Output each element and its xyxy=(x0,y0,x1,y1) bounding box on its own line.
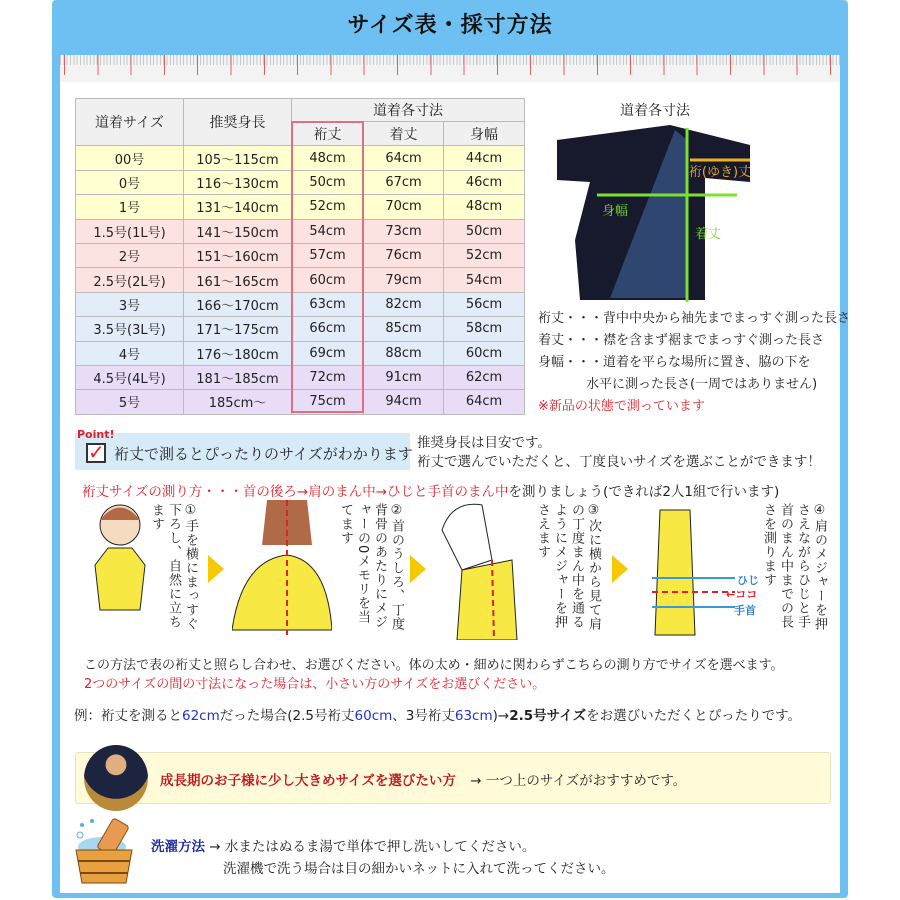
howto-rest: を測りましょう(できれば2人1組で行います) xyxy=(508,484,780,500)
cell-height: 105〜115cm xyxy=(184,146,292,170)
example-part: 例：裄丈を測ると xyxy=(74,708,182,724)
table-row xyxy=(76,341,525,365)
cell-height: 131〜140cm xyxy=(184,195,292,219)
koko-label: ←ココ xyxy=(726,588,758,601)
washtub-icon xyxy=(74,815,144,885)
example-result: 2.5号サイズ xyxy=(509,708,587,724)
cell-height: 116〜130cm xyxy=(184,170,292,194)
size-table xyxy=(75,98,525,415)
howto-label: 裄丈サイズの測り方・・・ xyxy=(82,484,243,500)
step3-illustration xyxy=(432,500,532,640)
cell-height: 181〜185cm xyxy=(184,365,292,389)
cell-mihaba: 56cm xyxy=(444,292,525,316)
cell-size: 3号 xyxy=(76,292,184,316)
table-row xyxy=(76,268,525,292)
example-value: 60cm xyxy=(354,708,393,724)
child-photo xyxy=(84,745,148,811)
header-mihaba: 身幅 xyxy=(444,122,525,146)
definition-mihaba: 身幅・・・道着を平らな場所に置き、脇の下を xyxy=(538,355,811,370)
cell-yuki: 60cm xyxy=(292,268,364,292)
cell-mihaba: 44cm xyxy=(444,146,525,170)
cell-mihaba: 64cm xyxy=(444,390,525,414)
point-side-1: 推奨身長は目安です。 xyxy=(417,435,551,451)
cell-kitake: 64cm xyxy=(364,146,444,170)
yuki-label: 裄(ゆき)丈 xyxy=(688,165,752,180)
example-value: 63cm xyxy=(454,708,493,724)
cell-kitake: 76cm xyxy=(364,243,444,267)
cell-yuki: 52cm xyxy=(292,195,364,219)
cell-height: 171〜175cm xyxy=(184,317,292,341)
cell-yuki: 75cm xyxy=(292,390,364,414)
table-row xyxy=(76,243,525,267)
table-row xyxy=(76,317,525,341)
cell-mihaba: 48cm xyxy=(444,195,525,219)
banner-rest: → 一つ上のサイズがおすすめです。 xyxy=(470,773,687,789)
cell-kitake: 67cm xyxy=(364,170,444,194)
cell-yuki: 63cm xyxy=(292,292,364,316)
example-part: )→ xyxy=(492,708,510,724)
cell-mihaba: 46cm xyxy=(444,170,525,194)
header-group: 道着各寸法 xyxy=(292,99,525,122)
point-text: 裄丈で測るとぴったりのサイズがわかります xyxy=(114,445,413,463)
arrow-icon xyxy=(208,555,224,583)
cell-kitake: 73cm xyxy=(364,219,444,243)
table-row xyxy=(76,146,525,170)
dogi-diagram xyxy=(555,120,755,310)
cell-yuki: 48cm xyxy=(292,146,364,170)
arrow-icon xyxy=(410,555,426,583)
note-new: ※新品の状態で測っています xyxy=(538,399,705,414)
cell-size: 3.5号(3L号) xyxy=(76,317,184,341)
step4-text: ④肩のメジャーを押さえながらひじと手首のまん中までの長さを測ります xyxy=(761,503,827,631)
cell-yuki: 69cm xyxy=(292,341,364,365)
cell-size: 2号 xyxy=(76,243,184,267)
checkbox-icon: ✓ xyxy=(88,440,105,464)
hiji-label: ひじ xyxy=(737,574,759,587)
header-size: 道着サイズ xyxy=(76,99,184,146)
step4-illustration xyxy=(640,500,760,640)
cell-kitake: 88cm xyxy=(364,341,444,365)
point-side-2: 裄丈で選んでいただくと、丁度良いサイズを選ぶことができます！ xyxy=(417,454,821,470)
definition-mihaba-cont: 水平に測った長さ(一周ではありません) xyxy=(586,377,818,392)
header-height: 推奨身長 xyxy=(184,99,292,146)
cell-height: 141〜150cm xyxy=(184,219,292,243)
tekubi-label: 手首 xyxy=(734,604,756,617)
cell-height: 161〜165cm xyxy=(184,268,292,292)
step3-text: ③次に横から見て肩の丁度まん中を通るようにメジャーを押さえます xyxy=(535,503,601,631)
cell-height: 166〜170cm xyxy=(184,292,292,316)
cell-kitake: 91cm xyxy=(364,365,444,389)
cell-size: 1号 xyxy=(76,195,184,219)
example-part: をお選びいただくとぴったりです。 xyxy=(586,708,801,724)
cell-kitake: 82cm xyxy=(364,292,444,316)
cell-size: 2.5号(2L号) xyxy=(76,268,184,292)
wash-line-1: → 水またはぬるま湯で単体で押し洗いしてください。 xyxy=(209,839,536,855)
cell-size: 4号 xyxy=(76,341,184,365)
cell-mihaba: 60cm xyxy=(444,341,525,365)
banner-highlight: 成長期のお子様に少し大きめサイズを選びたい方 xyxy=(160,773,456,789)
cell-height: 176〜180cm xyxy=(184,341,292,365)
example-part: 、3号裄丈 xyxy=(392,708,455,724)
example-text xyxy=(74,704,801,724)
header-yuki: 裄丈 xyxy=(292,122,364,146)
definition-kitake: 着丈・・・襟を含まず裾までまっすぐ測った長さ xyxy=(538,333,825,348)
example-value: 62cm xyxy=(182,708,220,724)
cell-mihaba: 58cm xyxy=(444,317,525,341)
advice-2: 2つのサイズの間の寸法になった場合は、小さい方のサイズをお選びください。 xyxy=(84,677,546,692)
cell-size: 00号 xyxy=(76,146,184,170)
wash-line-2: 洗濯機で洗う場合は目の細かいネットに入れて洗ってください。 xyxy=(223,861,615,877)
page-title: サイズ表・採寸方法 xyxy=(347,13,553,38)
cell-kitake: 85cm xyxy=(364,317,444,341)
cell-mihaba: 50cm xyxy=(444,219,525,243)
table-row xyxy=(76,390,525,414)
cell-size: 1.5号(1L号) xyxy=(76,219,184,243)
cell-height: 185cm〜 xyxy=(184,390,292,414)
table-row xyxy=(76,219,525,243)
cell-mihaba: 54cm xyxy=(444,268,525,292)
definition-yuki: 裄丈・・・背中中央から袖先までまっすぐ測った長さ xyxy=(538,311,851,326)
step2-illustration xyxy=(232,500,332,640)
table-row xyxy=(76,195,525,219)
cell-kitake: 94cm xyxy=(364,390,444,414)
cell-yuki: 66cm xyxy=(292,317,364,341)
mihaba-label: 身幅 xyxy=(601,204,629,219)
kitake-label: 着丈 xyxy=(695,227,722,242)
step1-text: ①手を横にまっすぐ下ろし、自然に立ちます xyxy=(149,503,198,631)
cell-yuki: 50cm xyxy=(292,170,364,194)
table-row xyxy=(76,170,525,194)
cell-size: 4.5号(4L号) xyxy=(76,365,184,389)
header-kitake: 着丈 xyxy=(364,122,444,146)
cell-height: 151〜160cm xyxy=(184,243,292,267)
point-tag: Point! xyxy=(77,428,115,441)
wash-label: 洗濯方法 xyxy=(151,839,205,855)
cell-kitake: 70cm xyxy=(364,195,444,219)
howto-path: 首の後ろ→肩のまん中→ひじと手首のまん中 xyxy=(242,484,509,500)
diagram-title: 道着各寸法 xyxy=(620,103,690,119)
cell-mihaba: 62cm xyxy=(444,365,525,389)
cell-yuki: 57cm xyxy=(292,243,364,267)
cell-yuki: 54cm xyxy=(292,219,364,243)
advice-1: この方法で表の裄丈と照らし合わせ、お選びください。体の太め・細めに関わらずこちらの測り方でサイズを選べます。 xyxy=(84,658,784,673)
cell-mihaba: 52cm xyxy=(444,243,525,267)
table-row xyxy=(76,292,525,316)
ruler-decoration xyxy=(60,55,840,82)
cell-yuki: 72cm xyxy=(292,365,364,389)
step2-text: ②首のうしろ、丁度背骨のあたりにメジャーの0メモリを当てます xyxy=(338,503,404,631)
table-row xyxy=(76,365,525,389)
cell-size: 0号 xyxy=(76,170,184,194)
arrow-icon xyxy=(612,555,628,583)
cell-size: 5号 xyxy=(76,390,184,414)
example-part: だった場合(2.5号裄丈 xyxy=(219,708,355,724)
cell-kitake: 79cm xyxy=(364,268,444,292)
